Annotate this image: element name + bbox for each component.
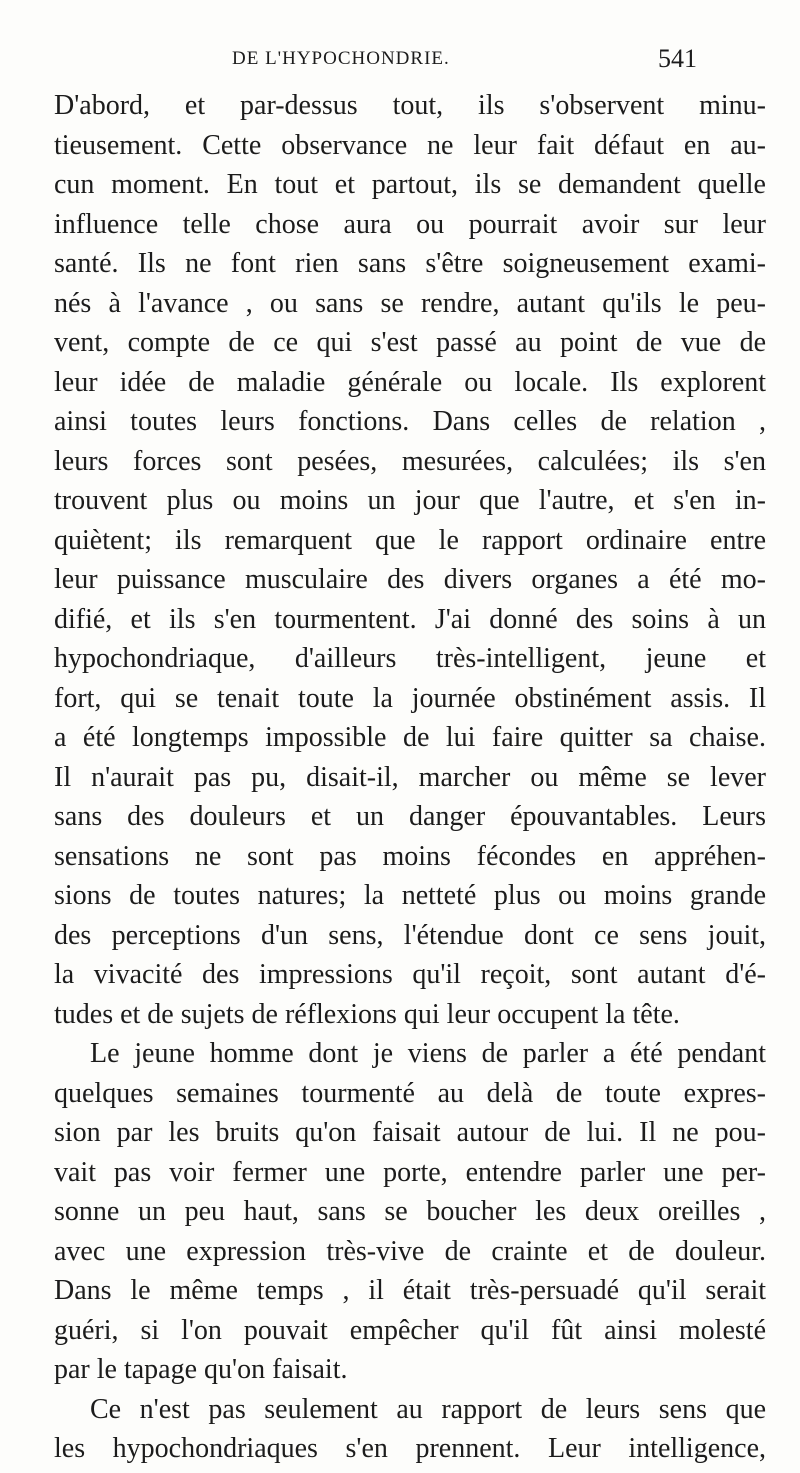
text-line: avec une expression très-vive de crainte et de douleur. <box>54 1235 766 1267</box>
text-line: des perceptions d'un sens, l'étendue dont ce sens jouit, <box>54 919 766 951</box>
text-line: la vivacité des impressions qu'il reçoit, sont autant d'é- <box>54 959 766 990</box>
page-number: 541 <box>658 44 697 73</box>
text-line: sonne un peu haut, sans se boucher les deux oreilles , <box>54 1196 766 1227</box>
text-line: quiètent; ils remarquent que le rapport ordinaire entre <box>54 524 766 556</box>
text-line: cun moment. En tout et partout, ils se demandent quelle <box>54 169 766 200</box>
running-head <box>0 44 800 74</box>
text-line: sions de toutes natures; la netteté plus ou moins grande <box>54 880 766 911</box>
text-line: D'abord, et par-dessus tout, ils s'observent minu- <box>54 90 766 121</box>
text-line: Dans le même temps , il était très-persuadé qu'il serait <box>54 1275 766 1306</box>
text-line: sion par les bruits qu'on faisait autour de lui. Il ne pou- <box>54 1117 766 1148</box>
text-line: quelques semaines tourmenté au delà de toute expres- <box>54 1077 766 1109</box>
text-line: les hypochondriaques s'en prennent. Leur intelligence, <box>54 1433 766 1464</box>
text-line: guéri, si l'on pouvait empêcher qu'il fût ainsi molesté <box>54 1314 766 1346</box>
text-line: trouvent plus ou moins un jour que l'autre, et s'en in- <box>54 485 766 516</box>
text-line: tudes et de sujets de réflexions qui leur occupent la tête. <box>54 998 680 1030</box>
text-line: leur idée de maladie générale ou locale. Ils explorent <box>54 366 766 398</box>
text-line: a été longtemps impossible de lui faire quitter sa chaise. <box>54 722 766 753</box>
text-line: Le jeune homme dont je viens de parler a été pendant <box>90 1038 766 1069</box>
text-line: fort, qui se tenait toute la journée obstinément assis. Il <box>54 682 766 714</box>
body-text <box>54 86 766 1469</box>
text-line: influence telle chose aura ou pourrait avoir sur leur <box>54 208 766 240</box>
text-line: leurs forces sont pesées, mesurées, calculées; ils s'en <box>54 445 766 477</box>
text-line: Il n'aurait pas pu, disait-il, marcher ou même se lever <box>54 761 766 793</box>
text-line: sans des douleurs et un danger épouvantables. Leurs <box>54 801 766 832</box>
text-line: vait pas voir fermer une porte, entendre parler une per- <box>54 1156 766 1188</box>
text-line: hypochondriaque, d'ailleurs très-intelligent, jeune et <box>54 643 766 674</box>
text-line: leur puissance musculaire des divers organes a été mo- <box>54 564 766 595</box>
text-line: Ce n'est pas seulement au rapport de leurs sens que <box>90 1393 766 1425</box>
text-line: difié, et ils s'en tourmentent. J'ai donné des soins à un <box>54 603 766 635</box>
text-line: ainsi toutes leurs fonctions. Dans celles de relation , <box>54 406 766 437</box>
text-line: par le tapage qu'on faisait. <box>54 1354 348 1385</box>
text-line: sensations ne sont pas moins fécondes en appréhen- <box>54 840 766 872</box>
running-title: DE L'HYPOCHONDRIE. <box>232 48 450 69</box>
text-line: vent, compte de ce qui s'est passé au point de vue de <box>54 327 766 358</box>
text-line: santé. Ils ne font rien sans s'être soigneusement exami- <box>54 248 766 279</box>
text-line: nés à l'avance , ou sans se rendre, autant qu'ils le peu- <box>54 287 766 319</box>
text-line: tieusement. Cette observance ne leur fait défaut en au- <box>54 129 766 161</box>
